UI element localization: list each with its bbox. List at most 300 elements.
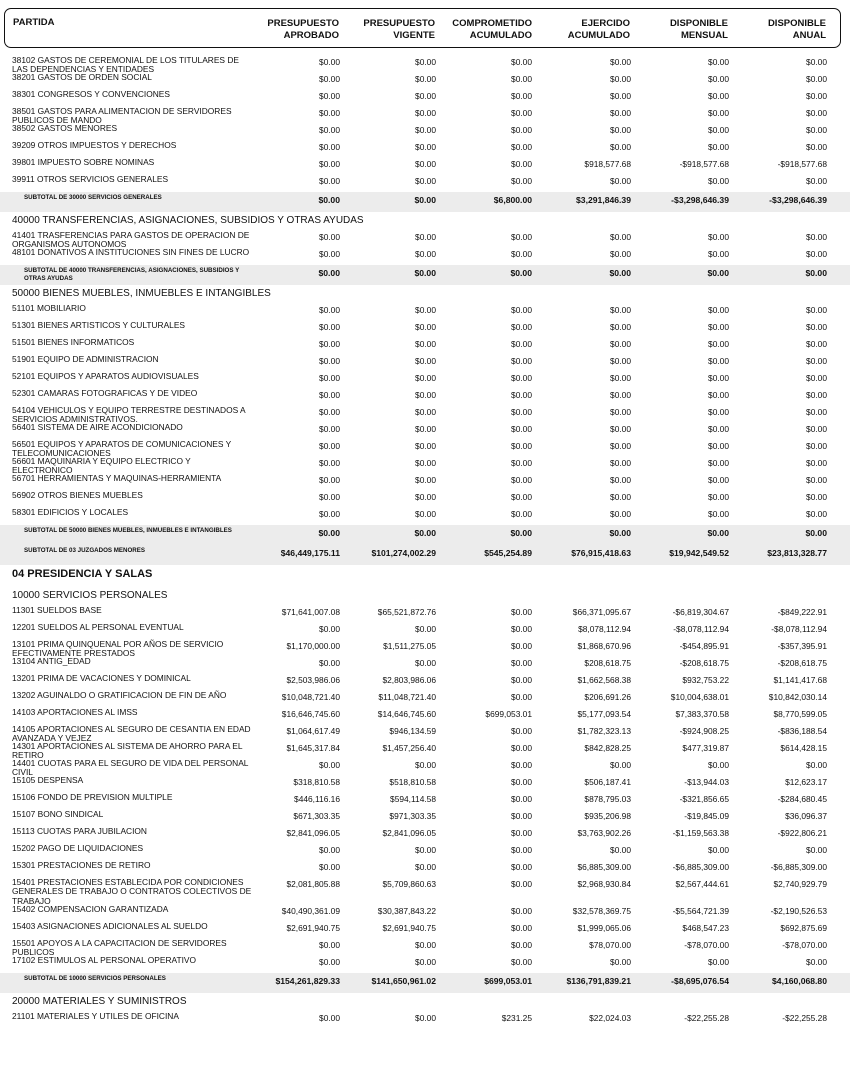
row-label: 14301 APORTACIONES AL SISTEMA DE AHORRO PARA EL RETIRO <box>12 741 243 761</box>
row-label: SUBTOTAL DE 40000 TRANSFERENCIAS, ASIGNACIONES, SUBSIDIOS Y OTRAS AYUDAS <box>24 267 240 282</box>
row-label: 15401 PRESTACIONES ESTABLECIDA POR CONDICIONES GENERALES DE TRABAJO O CONTRATOS COLECTIVOS DE TRABAJO <box>12 877 252 906</box>
cell-col-3: $0.00 <box>511 176 532 186</box>
cell-col-4: $3,291,846.39 <box>576 195 631 205</box>
cell-col-2: $5,709,860.63 <box>382 879 436 889</box>
row-label: 15106 FONDO DE PREVISION MULTIPLE <box>12 792 173 802</box>
cell-col-1: $1,170,000.00 <box>286 641 340 651</box>
cell-col-5: $0.00 <box>708 57 729 67</box>
cell-col-5: -$13,944.03 <box>684 777 729 787</box>
cell-col-4: $0.00 <box>610 424 631 434</box>
cell-col-5: $0.00 <box>708 339 729 349</box>
cell-col-5: $0.00 <box>708 492 729 502</box>
cell-col-5: -$22,255.28 <box>684 1013 729 1023</box>
cell-col-6: $1,141,417.68 <box>773 675 827 685</box>
cell-col-1: $0.00 <box>319 940 340 950</box>
cell-col-1: $2,503,986.06 <box>286 675 340 685</box>
cell-col-5: $0.00 <box>707 528 729 538</box>
cell-col-5: -$321,856.65 <box>679 794 729 804</box>
table-row <box>0 372 850 389</box>
cell-col-1: $0.00 <box>319 390 340 400</box>
cell-col-4: $0.00 <box>610 492 631 502</box>
cell-col-5: -$3,298,646.39 <box>671 195 729 205</box>
table-row <box>0 725 850 742</box>
cell-col-6: $2,740,929.79 <box>773 879 827 889</box>
table-row <box>0 623 850 640</box>
row-label: 15113 CUOTAS PARA JUBILACION <box>12 826 147 836</box>
cell-col-3: $0.00 <box>511 811 532 821</box>
cell-col-6: $0.00 <box>806 125 827 135</box>
cell-col-5: -$208,618.75 <box>679 658 729 668</box>
cell-col-1: $0.00 <box>318 528 340 538</box>
cell-col-3: $0.00 <box>511 658 532 668</box>
cell-col-5: $19,942,549.52 <box>669 548 729 558</box>
cell-col-3: $0.00 <box>511 458 532 468</box>
cell-col-2: $0.00 <box>415 142 436 152</box>
row-label: 54104 VEHICULOS Y EQUIPO TERRESTRE DESTINADOS A SERVICIOS ADMINISTRATIVOS. <box>12 405 246 425</box>
cell-col-3: $0.00 <box>511 624 532 634</box>
cell-col-4: $136,791,839.21 <box>566 976 631 986</box>
cell-col-6: -$78,070.00 <box>782 940 827 950</box>
cell-col-2: $0.00 <box>415 57 436 67</box>
cell-col-1: $2,081,805.88 <box>286 879 340 889</box>
table-row <box>0 124 850 141</box>
cell-col-3: $0.00 <box>511 862 532 872</box>
subtotal-row <box>0 192 850 212</box>
cell-col-1: $10,048,721.40 <box>281 692 340 702</box>
cell-col-3: $0.00 <box>511 923 532 933</box>
cell-col-2: $2,841,096.05 <box>382 828 436 838</box>
table-body <box>0 56 850 1029</box>
table-row <box>0 141 850 158</box>
cell-col-6: $0.00 <box>806 441 827 451</box>
cell-col-4: $0.00 <box>610 322 631 332</box>
row-label: 50000 BIENES MUEBLES, INMUEBLES E INTANGIBLES <box>12 288 271 299</box>
cell-col-1: $40,490,361.09 <box>281 906 340 916</box>
cell-col-1: $0.00 <box>319 407 340 417</box>
cell-col-1: $0.00 <box>319 424 340 434</box>
cell-col-2: $0.00 <box>415 424 436 434</box>
row-label: 51101 MOBILIARIO <box>12 303 86 313</box>
cell-col-1: $0.00 <box>319 509 340 519</box>
cell-col-3: $0.00 <box>511 675 532 685</box>
cell-col-3: $0.00 <box>511 777 532 787</box>
table-row <box>0 742 850 759</box>
cell-col-2: $0.00 <box>414 528 436 538</box>
cell-col-3: $0.00 <box>511 957 532 967</box>
cell-col-1: $0.00 <box>319 249 340 259</box>
cell-col-2: $0.00 <box>415 862 436 872</box>
cell-col-4: $0.00 <box>610 339 631 349</box>
cell-col-6: -$836,188.54 <box>777 726 827 736</box>
cell-col-4: $0.00 <box>610 57 631 67</box>
cell-col-5: $0.00 <box>708 249 729 259</box>
row-label: SUBTOTAL DE 10000 SERVICIOS PERSONALES <box>24 975 166 982</box>
cell-col-6: -$6,885,309.00 <box>770 862 827 872</box>
cell-col-4: $208,618.75 <box>584 658 631 668</box>
cell-col-3: $0.00 <box>511 794 532 804</box>
row-label: 58301 EDIFICIOS Y LOCALES <box>12 507 129 517</box>
cell-col-1: $0.00 <box>319 176 340 186</box>
cell-col-6: $4,160,068.80 <box>772 976 827 986</box>
cell-col-1: $0.00 <box>319 356 340 366</box>
table-row <box>0 844 850 861</box>
cell-col-3: $231.25 <box>501 1013 532 1023</box>
cell-col-1: $0.00 <box>319 373 340 383</box>
row-label: 15402 COMPENSACION GARANTIZADA <box>12 904 169 914</box>
row-label: 38301 CONGRESOS Y CONVENCIONES <box>12 89 170 99</box>
cell-col-3: $0.00 <box>510 268 532 278</box>
cell-col-1: $0.00 <box>319 91 340 101</box>
cell-col-2: $0.00 <box>415 845 436 855</box>
row-label: 38501 GASTOS PARA ALIMENTACION DE SERVIDORES PUBLICOS DE MANDO <box>12 106 232 126</box>
cell-col-6: $0.00 <box>806 957 827 967</box>
cell-col-5: $0.00 <box>708 475 729 485</box>
table-row <box>0 304 850 321</box>
cell-col-2: $0.00 <box>415 475 436 485</box>
cell-col-3: $0.00 <box>511 641 532 651</box>
cell-col-2: $0.00 <box>415 658 436 668</box>
row-label: 15501 APOYOS A LA CAPACITACION DE SERVIDORES PUBLICOS <box>12 938 227 958</box>
cell-col-4: $0.00 <box>610 142 631 152</box>
cell-col-3: $0.00 <box>511 607 532 617</box>
cell-col-1: $2,841,096.05 <box>286 828 340 838</box>
cell-col-5: $0.00 <box>708 356 729 366</box>
row-label: 15202 PAGO DE LIQUIDACIONES <box>12 843 144 853</box>
row-label: 52101 EQUIPOS Y APARATOS AUDIOVISUALES <box>12 371 199 381</box>
cell-col-5: $0.00 <box>708 142 729 152</box>
cell-col-1: $0.00 <box>319 957 340 967</box>
cell-col-1: $0.00 <box>319 862 340 872</box>
cell-col-3: $0.00 <box>511 142 532 152</box>
cell-col-2: $0.00 <box>414 195 436 205</box>
cell-col-6: $0.00 <box>806 509 827 519</box>
row-label: 56401 SISTEMA DE AIRE ACONDICIONADO <box>12 422 183 432</box>
table-row <box>0 776 850 793</box>
cell-col-2: $2,803,986.06 <box>382 675 436 685</box>
table-row <box>0 861 850 878</box>
cell-col-1: $0.00 <box>319 305 340 315</box>
cell-col-4: $506,187.41 <box>584 777 631 787</box>
subtotal-row <box>0 545 850 565</box>
cell-col-6: -$208,618.75 <box>777 658 827 668</box>
cell-col-3: $0.00 <box>511 232 532 242</box>
cell-col-3: $0.00 <box>511 879 532 889</box>
cell-col-4: $206,691.26 <box>584 692 631 702</box>
row-label: 13202 AGUINALDO O GRATIFICACION DE FIN DE AÑO <box>12 690 227 700</box>
cell-col-3: $0.00 <box>511 339 532 349</box>
table-row <box>0 175 850 192</box>
cell-col-2: $11,048,721.40 <box>378 692 436 702</box>
cell-col-4: $0.00 <box>610 356 631 366</box>
cell-col-5: -$6,819,304.67 <box>672 607 729 617</box>
table-row <box>0 338 850 355</box>
cell-col-1: $0.00 <box>319 108 340 118</box>
cell-col-6: $0.00 <box>806 57 827 67</box>
cell-col-3: $0.00 <box>511 125 532 135</box>
cell-col-1: $0.00 <box>318 268 340 278</box>
cell-col-2: $0.00 <box>415 458 436 468</box>
table-row <box>0 231 850 248</box>
cell-col-4: $76,915,418.63 <box>571 548 631 558</box>
cell-col-1: $46,449,175.11 <box>280 548 340 558</box>
row-label: 51301 BIENES ARTISTICOS Y CULTURALES <box>12 320 185 330</box>
header-partida: PARTIDA <box>13 17 55 28</box>
cell-col-6: $0.00 <box>806 424 827 434</box>
cell-col-6: $0.00 <box>806 322 827 332</box>
table-row <box>0 90 850 107</box>
cell-col-2: $0.00 <box>414 268 436 278</box>
cell-col-1: $446,116.16 <box>294 794 340 804</box>
cell-col-5: -$19,845.09 <box>684 811 729 821</box>
cell-col-2: $0.00 <box>415 176 436 186</box>
cell-col-3: $0.00 <box>511 692 532 702</box>
row-label: 15105 DESPENSA <box>12 775 84 785</box>
row-label: 12201 SUELDOS AL PERSONAL EVENTUAL <box>12 622 184 632</box>
table-row <box>0 321 850 338</box>
row-label: 38502 GASTOS MENORES <box>12 123 118 133</box>
header-presupuesto-aprobado: PRESUPUESTO APROBADO <box>267 18 339 41</box>
cell-col-3: $699,053.01 <box>485 709 532 719</box>
cell-col-4: $8,078,112.94 <box>578 624 631 634</box>
table-row <box>0 158 850 175</box>
cell-col-2: $0.00 <box>415 249 436 259</box>
cell-col-3: $0.00 <box>511 492 532 502</box>
cell-col-1: $0.00 <box>319 845 340 855</box>
cell-col-4: $842,828.25 <box>584 743 631 753</box>
cell-col-1: $0.00 <box>319 232 340 242</box>
cell-col-4: $0.00 <box>610 249 631 259</box>
cell-col-2: $0.00 <box>415 492 436 502</box>
table-row <box>0 423 850 440</box>
row-label: 56501 EQUIPOS Y APARATOS DE COMUNICACIONES Y TELECOMUNICACIONES <box>12 439 232 459</box>
table-row <box>0 905 850 922</box>
header-disponible-anual: DISPONIBLE ANUAL <box>767 18 826 41</box>
header-ejercido-acumulado: EJERCIDO ACUMULADO <box>567 18 630 41</box>
table-row <box>0 878 850 905</box>
cell-col-2: $14,646,745.60 <box>377 709 436 719</box>
cell-col-4: $78,070.00 <box>589 940 631 950</box>
cell-col-3: $0.00 <box>511 390 532 400</box>
cell-col-3: $0.00 <box>511 726 532 736</box>
table-row <box>0 107 850 124</box>
cell-col-3: $0.00 <box>511 74 532 84</box>
header-disponible-mensual: DISPONIBLE MENSUAL <box>669 18 728 41</box>
cell-col-3: $545,254.89 <box>484 548 532 558</box>
cell-col-3: $0.00 <box>510 528 532 538</box>
cell-col-4: $0.00 <box>610 232 631 242</box>
row-label: 14105 APORTACIONES AL SEGURO DE CESANTIA EN EDAD AVANZADA Y VEJEZ <box>12 724 251 744</box>
row-label: 38201 GASTOS DE ORDEN SOCIAL <box>12 72 152 82</box>
cell-col-2: $0.00 <box>415 1013 436 1023</box>
cell-col-6: -$849,222.91 <box>777 607 827 617</box>
cell-col-5: -$454,895.91 <box>679 641 729 651</box>
cell-col-5: $932,753.22 <box>682 675 729 685</box>
row-label: SUBTOTAL DE 30000 SERVICIOS GENERALES <box>24 194 162 201</box>
cell-col-4: $0.00 <box>610 176 631 186</box>
row-label: 52301 CAMARAS FOTOGRAFICAS Y DE VIDEO <box>12 388 198 398</box>
cell-col-6: $0.00 <box>806 492 827 502</box>
cell-col-6: -$22,255.28 <box>782 1013 827 1023</box>
cell-col-1: $154,261,829.33 <box>275 976 340 986</box>
cell-col-2: $0.00 <box>415 940 436 950</box>
cell-col-6: $0.00 <box>806 176 827 186</box>
cell-col-3: $0.00 <box>511 475 532 485</box>
table-row <box>0 759 850 776</box>
cell-col-4: $1,662,568.38 <box>577 675 631 685</box>
row-label: 51901 EQUIPO DE ADMINISTRACION <box>12 354 159 364</box>
cell-col-5: -$8,078,112.94 <box>673 624 729 634</box>
cell-col-2: $971,303.35 <box>389 811 436 821</box>
cell-col-6: -$2,190,526.53 <box>770 906 827 916</box>
cell-col-6: -$284,680.45 <box>777 794 827 804</box>
cell-col-3: $0.00 <box>511 940 532 950</box>
cell-col-6: $0.00 <box>806 356 827 366</box>
table-row <box>0 708 850 725</box>
cell-col-1: $71,641,007.08 <box>281 607 340 617</box>
cell-col-4: $0.00 <box>610 509 631 519</box>
cell-col-1: $0.00 <box>319 624 340 634</box>
cell-col-1: $16,646,745.60 <box>281 709 340 719</box>
cell-col-4: $0.00 <box>610 407 631 417</box>
table-row <box>0 657 850 674</box>
table-row <box>0 827 850 844</box>
cell-col-1: $0.00 <box>319 760 340 770</box>
cell-col-6: $8,770,599.05 <box>773 709 827 719</box>
cell-col-5: $0.00 <box>708 305 729 315</box>
row-label: 51501 BIENES INFORMATICOS <box>12 337 135 347</box>
cell-col-6: $0.00 <box>806 305 827 315</box>
row-label: 39801 IMPUESTO SOBRE NOMINAS <box>12 157 155 167</box>
cell-col-4: $0.00 <box>610 475 631 485</box>
cell-col-5: $0.00 <box>708 458 729 468</box>
cell-col-5: -$78,070.00 <box>684 940 729 950</box>
row-label: 10000 SERVICIOS PERSONALES <box>12 590 168 601</box>
cell-col-2: $0.00 <box>415 441 436 451</box>
cell-col-4: $0.00 <box>610 74 631 84</box>
cell-col-6: $10,842,030.14 <box>768 692 827 702</box>
cell-col-2: $0.00 <box>415 760 436 770</box>
cell-col-4: $0.00 <box>609 268 631 278</box>
table-row <box>0 457 850 474</box>
cell-col-4: $1,868,670.96 <box>577 641 631 651</box>
cell-col-2: $0.00 <box>415 509 436 519</box>
cell-col-3: $0.00 <box>511 828 532 838</box>
cell-col-5: $0.00 <box>708 373 729 383</box>
cell-col-5: $2,567,444.61 <box>675 879 729 889</box>
row-label: 39911 OTROS SERVICIOS GENERALES <box>12 174 169 184</box>
cell-col-6: $0.00 <box>805 528 827 538</box>
cell-col-4: $0.00 <box>610 125 631 135</box>
cell-col-2: $0.00 <box>415 339 436 349</box>
table-row <box>0 691 850 708</box>
cell-col-5: $0.00 <box>708 509 729 519</box>
cell-col-6: $0.00 <box>806 232 827 242</box>
cell-col-2: $1,511,275.05 <box>383 641 436 651</box>
cell-col-1: $2,691,940.75 <box>286 923 340 933</box>
table-row <box>0 406 850 423</box>
cell-col-6: $0.00 <box>806 74 827 84</box>
cell-col-5: -$918,577.68 <box>679 159 729 169</box>
table-row <box>0 922 850 939</box>
cell-col-2: $0.00 <box>415 373 436 383</box>
cell-col-2: $65,521,872.76 <box>377 607 436 617</box>
cell-col-3: $0.00 <box>511 322 532 332</box>
cell-col-4: $0.00 <box>610 108 631 118</box>
cell-col-6: $0.00 <box>806 108 827 118</box>
cell-col-2: $0.00 <box>415 957 436 967</box>
row-label: 48101 DONATIVOS A INSTITUCIONES SIN FINES DE LUCRO <box>12 247 250 257</box>
table-row <box>0 56 850 73</box>
cell-col-4: $1,999,065.06 <box>577 923 631 933</box>
cell-col-5: $0.00 <box>708 407 729 417</box>
cell-col-6: $0.00 <box>806 249 827 259</box>
cell-col-5: $0.00 <box>708 125 729 135</box>
cell-col-2: $0.00 <box>415 390 436 400</box>
cell-col-3: $0.00 <box>511 356 532 366</box>
cell-col-3: $699,053.01 <box>484 976 532 986</box>
cell-col-5: -$6,885,309.00 <box>672 862 729 872</box>
table-row <box>0 73 850 90</box>
cell-col-3: $0.00 <box>511 845 532 855</box>
cell-col-2: $594,114.58 <box>390 794 436 804</box>
cell-col-6: $12,623.17 <box>785 777 827 787</box>
cell-col-2: $0.00 <box>415 232 436 242</box>
row-label: 17102 ESTIMULOS AL PERSONAL OPERATIVO <box>12 955 197 965</box>
table-row <box>0 640 850 657</box>
row-label: 14401 CUOTAS PARA EL SEGURO DE VIDA DEL PERSONAL CIVIL <box>12 758 249 778</box>
cell-col-4: $6,885,309.00 <box>577 862 631 872</box>
table-header <box>4 8 841 48</box>
cell-col-2: $0.00 <box>415 624 436 634</box>
cell-col-2: $0.00 <box>415 159 436 169</box>
cell-col-6: $0.00 <box>806 845 827 855</box>
cell-col-6: $0.00 <box>806 373 827 383</box>
cell-col-4: $0.00 <box>610 441 631 451</box>
section-heading <box>0 993 850 1012</box>
cell-col-2: $141,650,961.02 <box>371 976 436 986</box>
row-label: 14103 APORTACIONES AL IMSS <box>12 707 138 717</box>
cell-col-6: -$357,395.91 <box>777 641 827 651</box>
cell-col-3: $0.00 <box>511 906 532 916</box>
row-label: 15107 BONO SINDICAL <box>12 809 104 819</box>
cell-col-2: $2,691,940.75 <box>382 923 436 933</box>
cell-col-4: $0.00 <box>610 957 631 967</box>
cell-col-2: $0.00 <box>415 74 436 84</box>
table-row <box>0 793 850 810</box>
cell-col-2: $0.00 <box>415 305 436 315</box>
row-label: 13104 ANTIG_EDAD <box>12 656 91 666</box>
cell-col-1: $0.00 <box>319 492 340 502</box>
cell-col-6: $0.00 <box>806 760 827 770</box>
cell-col-4: $0.00 <box>610 373 631 383</box>
cell-col-6: $614,428.15 <box>780 743 827 753</box>
cell-col-3: $0.00 <box>511 249 532 259</box>
cell-col-5: -$924,908.25 <box>679 726 729 736</box>
cell-col-3: $0.00 <box>511 373 532 383</box>
subtotal-row <box>0 525 850 545</box>
cell-col-6: $0.00 <box>806 390 827 400</box>
cell-col-5: $477,319.87 <box>682 743 729 753</box>
cell-col-4: $32,578,369.75 <box>572 906 631 916</box>
subtotal-row <box>0 973 850 993</box>
section-heading <box>0 285 850 304</box>
table-row <box>0 389 850 406</box>
cell-col-1: $0.00 <box>319 322 340 332</box>
table-row <box>0 939 850 956</box>
table-row <box>0 508 850 525</box>
cell-col-1: $1,064,617.49 <box>286 726 340 736</box>
cell-col-1: $0.00 <box>319 658 340 668</box>
